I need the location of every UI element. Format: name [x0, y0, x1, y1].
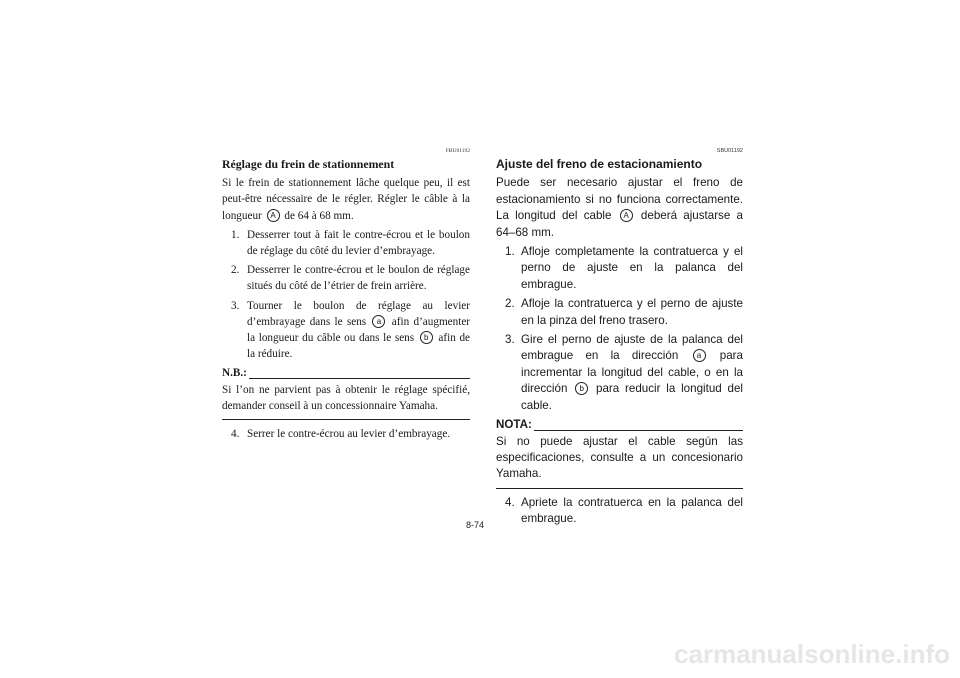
direction-a-icon: a	[372, 315, 385, 328]
steps-list	[222, 227, 470, 363]
divider	[534, 430, 743, 431]
section-title: Réglage du frein de stationnement	[222, 157, 395, 171]
spanish-column	[496, 148, 743, 531]
divider	[249, 378, 470, 379]
note-label: N.B.:	[222, 367, 247, 380]
list-item: 1. Afloje completamente la contratuerca y el perno de ajuste en la palanca del embrague.	[505, 245, 743, 291]
steps-list-continued	[222, 426, 470, 442]
direction-b-icon: b	[575, 382, 588, 395]
note-text: Si l’on ne parvient pas à obtenir le réglage spécifié, demander conseil à un concessionnaire Yamaha.	[222, 382, 470, 420]
list-item: 3. Gire el perno de ajuste de la palanca del embrague en la dirección a para incrementar la longitud del cable, o en la dirección b para reducir la longitud del cable.	[505, 333, 743, 412]
list-item: 1. Desserrer tout à fait le contre-écrou et le boulon de réglage du côté du levier d’embrayage.	[231, 228, 470, 258]
direction-a-icon: a	[693, 349, 706, 362]
steps-list-continued	[496, 495, 743, 528]
marker-a-icon: A	[620, 209, 633, 222]
list-item: 3. Tourner le boulon de réglage au levier d’embrayage dans le sens a afin d’augmenter la longueur du câble ou dans le sens b afin de la réduire.	[231, 299, 471, 361]
page-number: 8-74	[466, 520, 485, 530]
list-item: 2. Desserrer le contre-écrou et le boulon de réglage situés du côté de l’étrier de frein arrière.	[231, 264, 470, 293]
section-code: FBU01192	[445, 148, 470, 154]
list-item: 4. Apriete la contratuerca en la palanca del embrague.	[505, 495, 743, 526]
note-text: Si no puede ajustar el cable según las especificaciones, consulte a un concesionario Yamaha.	[496, 434, 743, 489]
note-header	[222, 365, 470, 381]
steps-list	[496, 244, 743, 414]
list-item: 4. Serrer le contre-écrou au levier d’embrayage.	[231, 428, 451, 441]
watermark: carmanualsonline.info	[674, 639, 950, 669]
intro-paragraph: Puede ser necesario ajustar el freno de estacionamiento si no funciona correctamente. La longitud del cable A deberá ajustarse a 64–68 mm.	[496, 176, 743, 239]
note-header	[496, 417, 743, 433]
section-code: SBU01192	[716, 148, 743, 154]
french-column	[222, 148, 470, 445]
list-item: 2. Afloje la contratuerca y el perno de ajuste en la pinza del freno trasero.	[505, 297, 743, 327]
intro-paragraph: Si le frein de stationnement lâche quelque peu, il est peut-être nécessaire de le régler. Régler le câble à la longueur A de 64 à 68 mm.	[222, 177, 470, 222]
direction-b-icon: b	[420, 331, 433, 344]
marker-a-icon: A	[267, 209, 280, 222]
note-label: NOTA:	[496, 418, 532, 432]
section-title: Ajuste del freno de estacionamiento	[496, 157, 703, 171]
